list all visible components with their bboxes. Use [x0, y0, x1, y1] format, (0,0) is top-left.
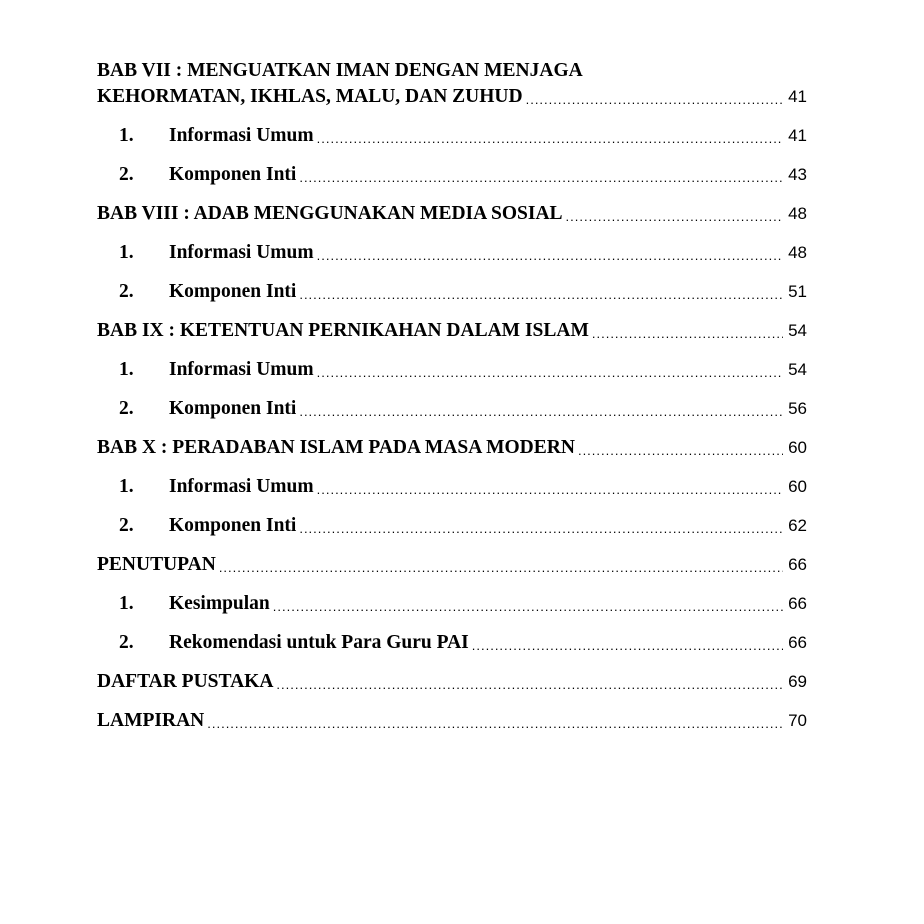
dot-leader	[592, 324, 783, 344]
chapter-title: BAB VIII : ADAB MENGGUNAKAN MEDIA SOSIAL	[97, 203, 563, 224]
item-number: 1.	[119, 242, 134, 263]
page-number: 60	[788, 477, 807, 496]
page-number: 48	[788, 204, 807, 223]
dot-leader	[299, 285, 783, 305]
toc-entry-7-2[interactable]	[97, 162, 807, 188]
toc-entry-closing-2[interactable]	[97, 630, 807, 656]
toc-entry-references[interactable]	[97, 669, 807, 695]
dot-leader	[219, 558, 783, 578]
dot-leader	[566, 207, 783, 227]
item-number: 2.	[119, 164, 134, 185]
item-title: Informasi Umum	[169, 476, 314, 497]
page-number: 54	[788, 321, 807, 340]
page-number: 62	[788, 516, 807, 535]
page-number: 56	[788, 399, 807, 418]
chapter-title: DAFTAR PUSTAKA	[97, 671, 274, 692]
toc-chapter-7-line2: KEHORMATAN, IKHLAS, MALU, DAN ZUHUD	[97, 86, 523, 107]
dot-leader	[317, 363, 783, 383]
page-number: 69	[788, 672, 807, 691]
toc-entry-closing[interactable]	[97, 552, 807, 578]
dot-leader	[207, 714, 783, 734]
item-number: 2.	[119, 398, 134, 419]
page-number: 66	[788, 555, 807, 574]
chapter-title: BAB X : PERADABAN ISLAM PADA MASA MODERN	[97, 437, 575, 458]
toc-entry-9-1[interactable]	[97, 357, 807, 383]
toc-entry-chapter-10[interactable]	[97, 435, 807, 461]
item-title: Komponen Inti	[169, 515, 297, 536]
dot-leader	[526, 90, 783, 110]
item-title: Informasi Umum	[169, 125, 314, 146]
dot-leader	[299, 402, 783, 422]
page-number: 51	[788, 282, 807, 301]
item-title: Rekomendasi untuk Para Guru PAI	[169, 632, 469, 653]
item-number: 2.	[119, 281, 134, 302]
toc-entry-appendix[interactable]	[97, 708, 807, 734]
item-title: Komponen Inti	[169, 164, 297, 185]
toc-entry-10-1[interactable]	[97, 474, 807, 500]
page-number: 70	[788, 711, 807, 730]
item-title: Informasi Umum	[169, 359, 314, 380]
dot-leader	[276, 675, 783, 695]
item-title: Kesimpulan	[169, 593, 270, 614]
item-title: Komponen Inti	[169, 398, 297, 419]
chapter-title: BAB IX : KETENTUAN PERNIKAHAN DALAM ISLAM	[97, 320, 589, 341]
toc-chapter-7-line1: BAB VII : MENGUATKAN IMAN DENGAN MENJAGA	[97, 60, 583, 81]
page-number: 41	[788, 87, 807, 106]
page-number: 54	[788, 360, 807, 379]
dot-leader	[299, 168, 783, 188]
page-number: 66	[788, 594, 807, 613]
dot-leader	[317, 246, 783, 266]
toc-entry-8-2[interactable]	[97, 279, 807, 305]
page-number: 43	[788, 165, 807, 184]
toc-entry-10-2[interactable]	[97, 513, 807, 539]
toc-entry-chapter-9[interactable]	[97, 318, 807, 344]
table-of-contents	[97, 58, 807, 747]
chapter-title: PENUTUPAN	[97, 554, 216, 575]
toc-entry-chapter-8[interactable]	[97, 201, 807, 227]
page-number: 48	[788, 243, 807, 262]
item-title: Informasi Umum	[169, 242, 314, 263]
page-number: 66	[788, 633, 807, 652]
dot-leader	[273, 597, 783, 617]
toc-entry-chapter-7[interactable]	[97, 84, 807, 110]
item-number: 2.	[119, 515, 134, 536]
page-number: 41	[788, 126, 807, 145]
page-number: 60	[788, 438, 807, 457]
item-number: 1.	[119, 593, 134, 614]
item-number: 1.	[119, 476, 134, 497]
item-number: 2.	[119, 632, 134, 653]
dot-leader	[317, 129, 783, 149]
item-number: 1.	[119, 125, 134, 146]
dot-leader	[299, 519, 783, 539]
dot-leader	[317, 480, 783, 500]
item-number: 1.	[119, 359, 134, 380]
dot-leader	[578, 441, 783, 461]
chapter-title: LAMPIRAN	[97, 710, 205, 731]
toc-entry-7-1[interactable]	[97, 123, 807, 149]
toc-entry-9-2[interactable]	[97, 396, 807, 422]
item-title: Komponen Inti	[169, 281, 297, 302]
toc-entry-closing-1[interactable]	[97, 591, 807, 617]
toc-entry-8-1[interactable]	[97, 240, 807, 266]
dot-leader	[472, 636, 783, 656]
